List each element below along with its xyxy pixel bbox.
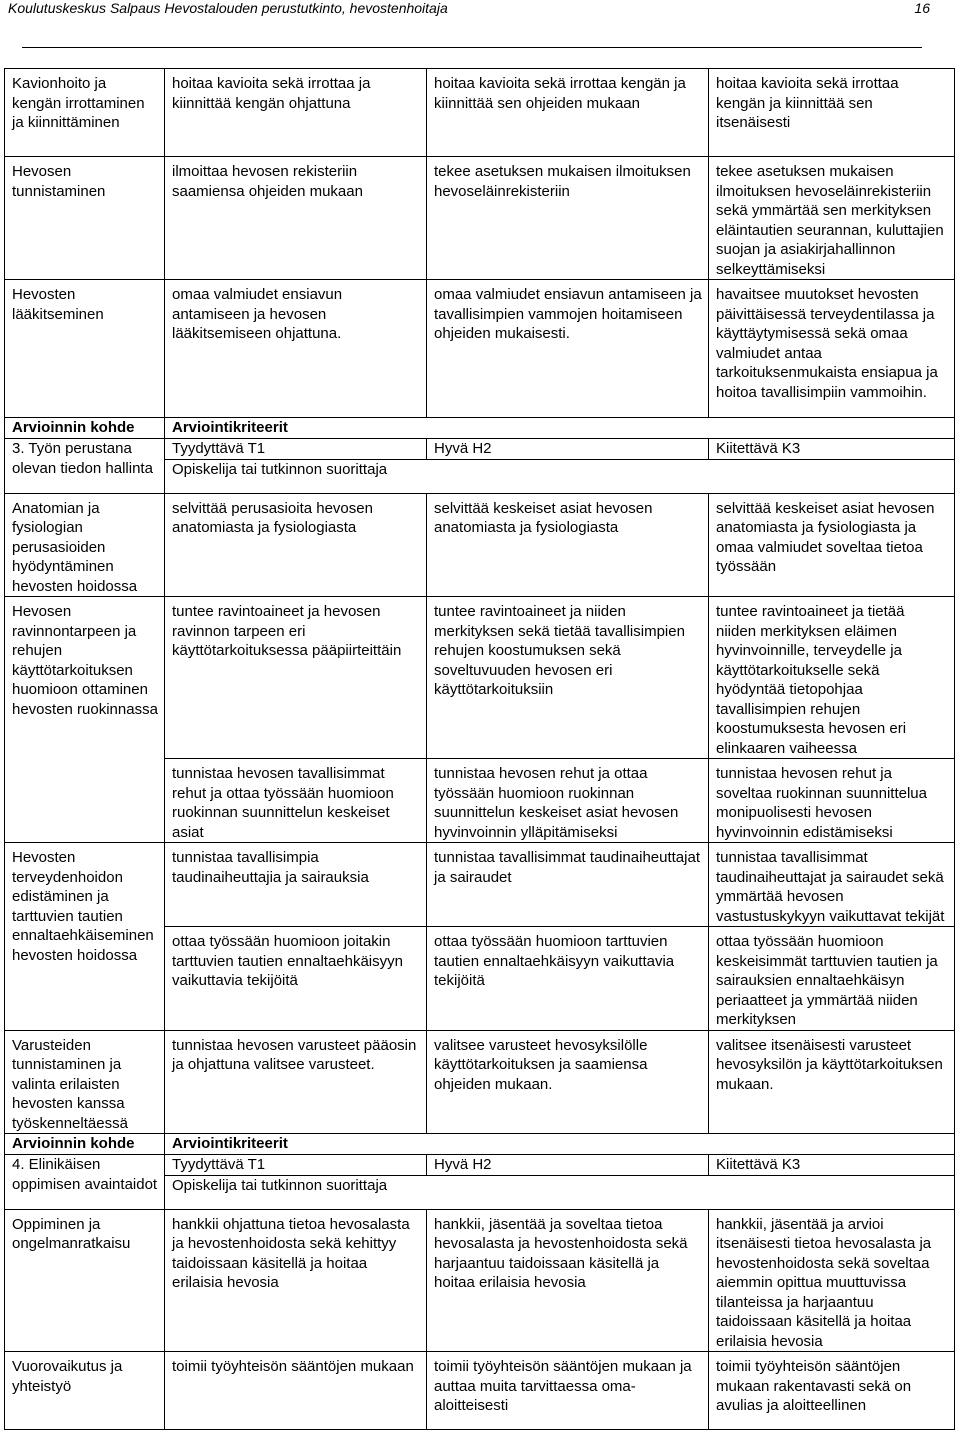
- subject-cell: Varusteiden tunnistaminen ja valinta erilaisten hevosten kanssa työskenneltäessä: [5, 1030, 165, 1134]
- k3-cell: tunnistaa tavallisimmat taudinaiheuttajat ja sairaudet sekä ymmärtää hevosen vastustuskykyyn vaikuttavat tekijät: [709, 843, 955, 927]
- k3-cell: havaitsee muutokset hevosten päivittäisessä terveydentilassa ja käyttäytymisessä sekä omaa valmiudet antaa tarkoituksenmukaista ensiapua ja hoitoa tavallisimpiin vammoihin.: [709, 280, 955, 418]
- k3-cell: selvittää keskeiset asiat hevosen anatomiasta ja fysiologiasta ja omaa valmiudet soveltaa tietoa työssään: [709, 493, 955, 597]
- table-row: [5, 280, 955, 418]
- h2-cell: omaa valmiudet ensiavun antamiseen ja tavallisimpien vammojen hoitamiseen ohjeiden mukaisesti.: [427, 280, 709, 418]
- grade-h2-label: Hyvä H2: [427, 439, 709, 460]
- h2-cell: tekee asetuksen mukaisen ilmoituksen hevoseläinrekisteriin: [427, 157, 709, 280]
- assessment-target-heading: Arvioinnin kohde: [5, 418, 165, 439]
- t1-cell: hoitaa kavioita sekä irrottaa ja kiinnittää kengän ohjattuna: [165, 69, 427, 157]
- criteria-heading: Arviointikriteerit: [165, 418, 955, 439]
- t1-cell: tunnistaa hevosen varusteet pääosin ja ohjattuna valitsee varusteet.: [165, 1030, 427, 1134]
- k3-cell: valitsee itsenäisesti varusteet hevosyksilön ja käyttötarkoituksen mukaan.: [709, 1030, 955, 1134]
- t1-cell: tuntee ravintoaineet ja hevosen ravinnon tarpeen eri käyttötarkoituksessa pääpiirteittäin: [165, 597, 427, 759]
- h2-cell: ottaa työssään huomioon tarttuvien tautien ennaltaehkäisyyn vaikuttavia tekijöitä: [427, 927, 709, 1031]
- h2-cell: tuntee ravintoaineet ja niiden merkityksen sekä tietää tavallisimpien rehujen koostumuksen sekä soveltuvuuden hevosen eri käyttötarkoituksiin: [427, 597, 709, 759]
- subject-cell: Kavionhoito ja kengän irrottaminen ja kiinnittäminen: [5, 69, 165, 157]
- header-rule: [22, 47, 922, 48]
- grade-row: [5, 1155, 955, 1176]
- grade-t1-label: Tyydyttävä T1: [165, 1155, 427, 1176]
- grade-h2-label: Hyvä H2: [427, 1155, 709, 1176]
- k3-cell: ottaa työssään huomioon keskeisimmät tarttuvien tautien ja sairauksien ennaltaehkäisyn periaatteet ja ymmärtää niiden merkityksen: [709, 927, 955, 1031]
- section-title: 4. Elinikäisen oppimisen avaintaidot: [5, 1155, 165, 1210]
- t1-cell: tunnistaa tavallisimpia taudinaiheuttajia ja sairauksia: [165, 843, 427, 927]
- page-number: 16: [914, 0, 930, 16]
- t1-cell: ilmoittaa hevosen rekisteriin saamiensa ohjeiden mukaan: [165, 157, 427, 280]
- k3-cell: tuntee ravintoaineet ja tietää niiden merkityksen eläimen hyvinvoinnille, terveydelle ja käyttötarkoitukselle sekä hyödyntää tietopohjaa tavallisimpien rehujen koostumuksesta hevosen eri elinkaaren vaiheessa: [709, 597, 955, 759]
- assessment-table: [4, 68, 955, 1430]
- table-row: [5, 843, 955, 927]
- section-header-row: [5, 418, 955, 439]
- t1-cell: ottaa työssään huomioon joitakin tarttuvien tautien ennaltaehkäisyyn vaikuttavia tekijöitä: [165, 927, 427, 1031]
- student-label: Opiskelija tai tutkinnon suorittaja: [165, 459, 955, 493]
- subject-cell: Hevosten lääkitseminen: [5, 280, 165, 418]
- criteria-heading: Arviointikriteerit: [165, 1134, 955, 1155]
- grade-k3-label: Kiitettävä K3: [709, 439, 955, 460]
- h2-cell: tunnistaa hevosen rehut ja ottaa työssään huomioon ruokinnan suunnittelun keskeiset asiat hevosen hyvinvoinnin ylläpitämiseksi: [427, 759, 709, 843]
- student-label: Opiskelija tai tutkinnon suorittaja: [165, 1175, 955, 1209]
- document-title: Koulutuskeskus Salpaus Hevostalouden perustutkinto, hevostenhoitaja: [8, 0, 448, 16]
- k3-cell: hoitaa kavioita sekä irrottaa kengän ja kiinnittää sen itsenäisesti: [709, 69, 955, 157]
- grade-row: [5, 439, 955, 460]
- subject-cell: Hevosen ravinnontarpeen ja rehujen käyttötarkoituksen huomioon ottaminen hevosten ruokinnassa: [5, 597, 165, 843]
- h2-cell: tunnistaa tavallisimmat taudinaiheuttajat ja sairaudet: [427, 843, 709, 927]
- table-row: [5, 493, 955, 597]
- h2-cell: valitsee varusteet hevosyksilölle käyttötarkoituksen ja saamiensa ohjeiden mukaan.: [427, 1030, 709, 1134]
- assessment-target-heading: Arvioinnin kohde: [5, 1134, 165, 1155]
- section-title: 3. Työn perustana olevan tiedon hallinta: [5, 439, 165, 494]
- h2-cell: hoitaa kavioita sekä irrottaa kengän ja kiinnittää sen ohjeiden mukaan: [427, 69, 709, 157]
- subject-cell: Vuorovaikutus ja yhteistyö: [5, 1352, 165, 1430]
- table-row: [5, 1352, 955, 1430]
- k3-cell: hankkii, jäsentää ja arvioi itsenäisesti tietoa hevosalasta ja hevostenhoidosta sekä soveltaa aiemmin opittua muuttuvissa tilanteissa ja harjaantuu taidoissaan käsitellä ja hoitaa erilaisia hevosia: [709, 1209, 955, 1352]
- subject-cell: Anatomian ja fysiologian perusasioiden hyödyntäminen hevosten hoidossa: [5, 493, 165, 597]
- t1-cell: selvittää perusasioita hevosen anatomiasta ja fysiologiasta: [165, 493, 427, 597]
- grade-t1-label: Tyydyttävä T1: [165, 439, 427, 460]
- page-header: [8, 0, 930, 18]
- subject-cell: Hevosten terveydenhoidon edistäminen ja tarttuvien tautien ennaltaehkäiseminen hevosten hoidossa: [5, 843, 165, 1031]
- table-row: [5, 69, 955, 157]
- t1-cell: hankkii ohjattuna tietoa hevosalasta ja hevostenhoidosta sekä kehittyy taidoissaan käsitellä ja hoitaa erilaisia hevosia: [165, 1209, 427, 1352]
- subject-cell: Oppiminen ja ongelmanratkaisu: [5, 1209, 165, 1352]
- section-header-row: [5, 1134, 955, 1155]
- t1-cell: tunnistaa hevosen tavallisimmat rehut ja ottaa työssään huomioon ruokinnan suunnittelun keskeiset asiat: [165, 759, 427, 843]
- grade-k3-label: Kiitettävä K3: [709, 1155, 955, 1176]
- table-row: [5, 157, 955, 280]
- k3-cell: tekee asetuksen mukaisen ilmoituksen hevoseläinrekisteriin sekä ymmärtää sen merkityksen eläintautien seurannan, kuluttajien suojan ja asiakirjahallinnon selkeyttämiseksi: [709, 157, 955, 280]
- t1-cell: toimii työyhteisön sääntöjen mukaan: [165, 1352, 427, 1430]
- h2-cell: toimii työyhteisön sääntöjen mukaan ja auttaa muita tarvittaessa oma-aloitteisesti: [427, 1352, 709, 1430]
- table-row: [5, 597, 955, 759]
- subject-cell: Hevosen tunnistaminen: [5, 157, 165, 280]
- h2-cell: hankkii, jäsentää ja soveltaa tietoa hevosalasta ja hevostenhoidosta sekä harjaantuu taidoissaan käsitellä ja hoitaa erilaisia hevosia: [427, 1209, 709, 1352]
- t1-cell: omaa valmiudet ensiavun antamiseen ja hevosen lääkitsemiseen ohjattuna.: [165, 280, 427, 418]
- table-row: [5, 1030, 955, 1134]
- k3-cell: toimii työyhteisön sääntöjen mukaan rakentavasti sekä on avulias ja aloitteellinen: [709, 1352, 955, 1430]
- k3-cell: tunnistaa hevosen rehut ja soveltaa ruokinnan suunnittelua monipuolisesti hevosen hyvinvoinnin edistämiseksi: [709, 759, 955, 843]
- h2-cell: selvittää keskeiset asiat hevosen anatomiasta ja fysiologiasta: [427, 493, 709, 597]
- table-row: [5, 1209, 955, 1352]
